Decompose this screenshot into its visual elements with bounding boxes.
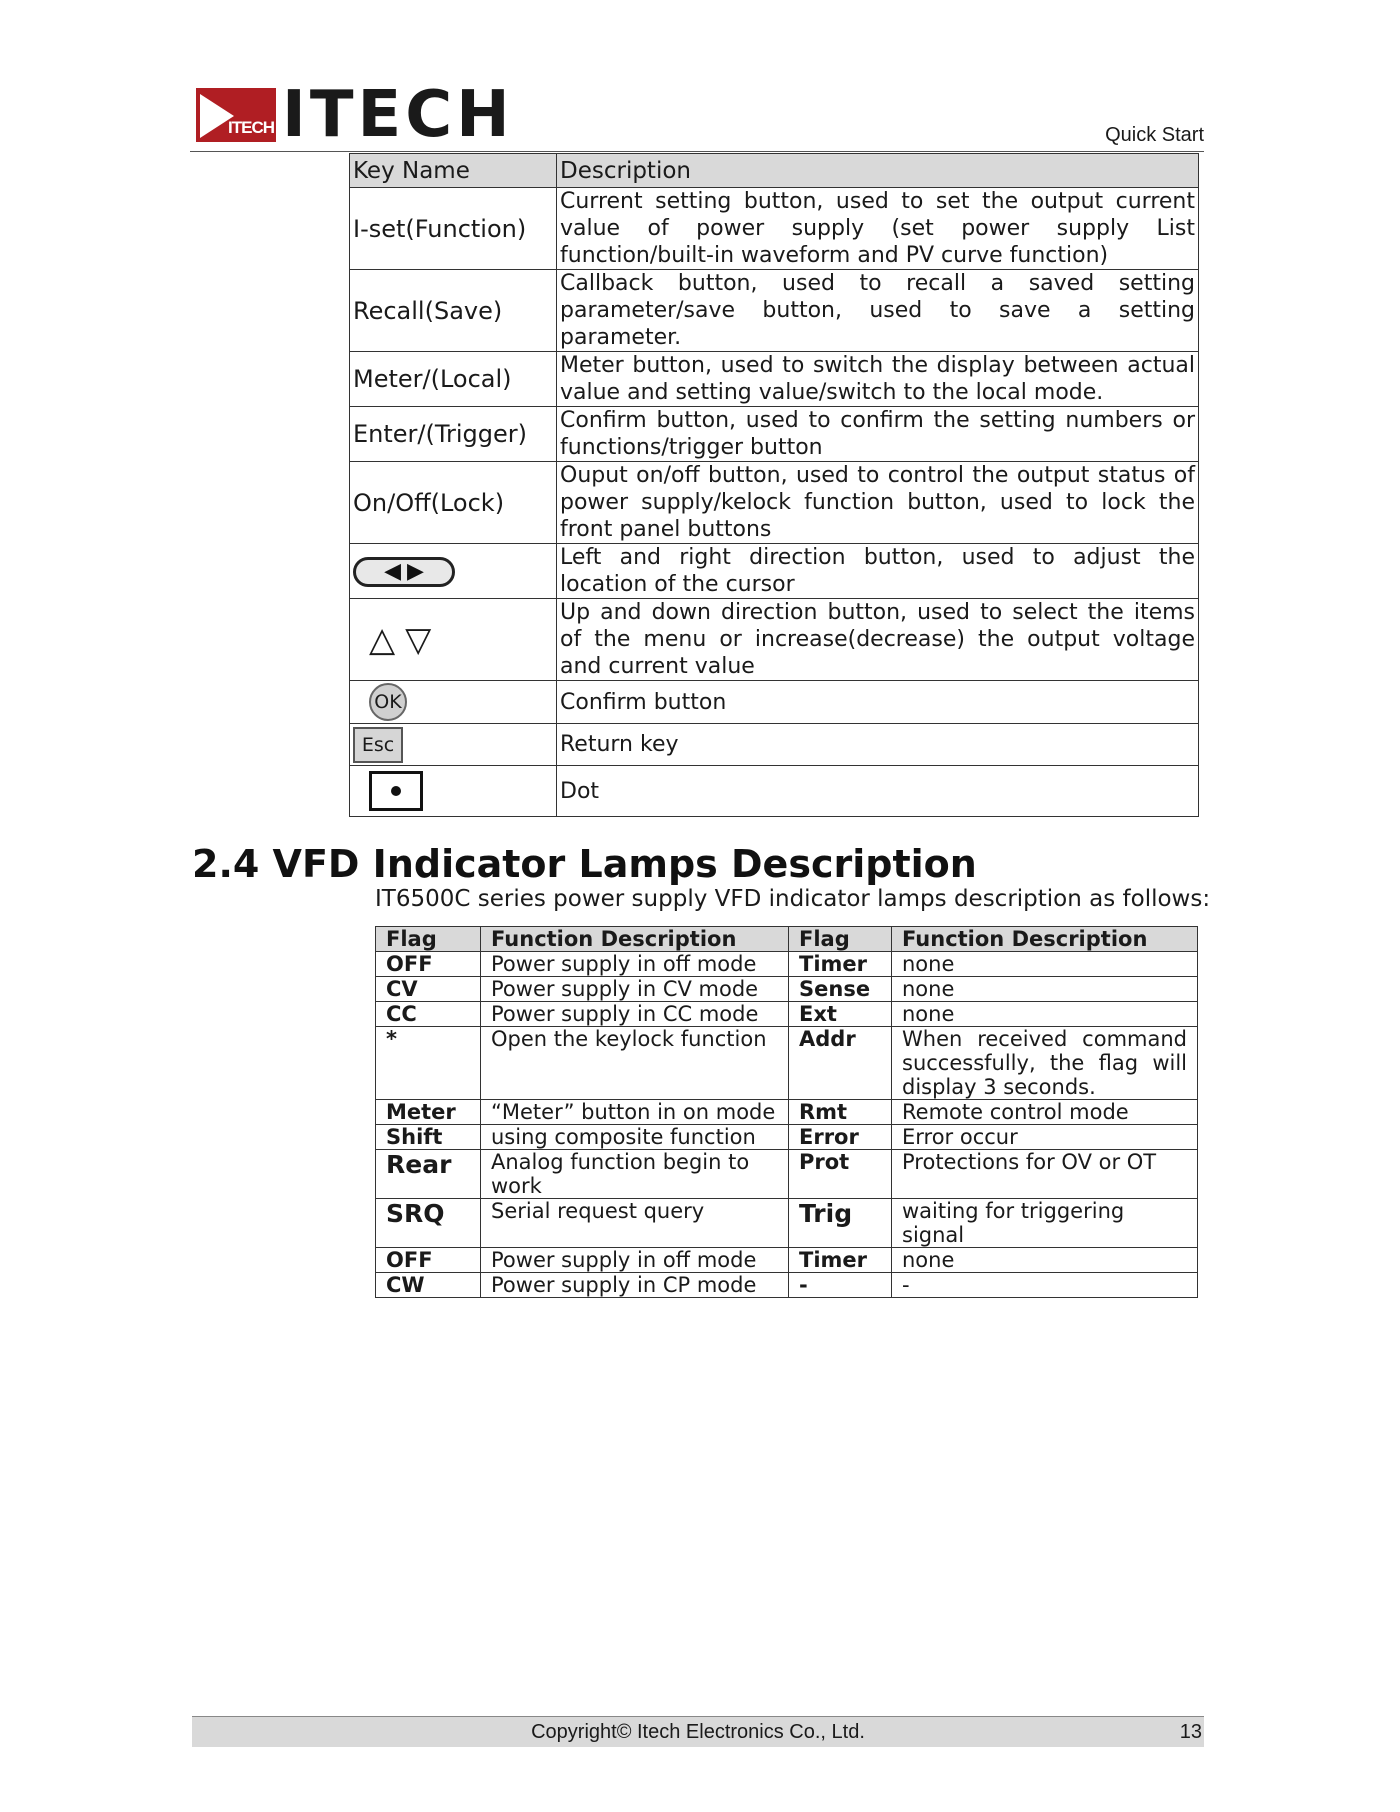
key-name: Enter/(Trigger) (350, 407, 557, 462)
table-row (350, 270, 1199, 352)
key-table (349, 153, 1199, 817)
flag-cell: Shift (376, 1125, 481, 1150)
function-cell: Protections for OV or OT (892, 1150, 1198, 1199)
esc-button-icon: Esc (353, 727, 403, 763)
flag-cell: Trig (789, 1199, 892, 1248)
key-description: Callback button, used to recall a saved setting parameter/save button, used to save a setting parameter. (557, 270, 1199, 352)
column-header-description: Description (557, 154, 1199, 188)
logo-small-text: ITECH (228, 118, 274, 137)
key-icon-cell (350, 724, 557, 766)
function-cell: Power supply in CV mode (481, 977, 789, 1002)
table-row (376, 1199, 1198, 1248)
table-row (376, 977, 1198, 1002)
table-row (376, 1248, 1198, 1273)
key-name: Meter/(Local) (350, 352, 557, 407)
table-header-row (376, 927, 1198, 952)
function-cell: Power supply in CC mode (481, 1002, 789, 1027)
table-row (376, 1125, 1198, 1150)
column-header-key-name: Key Name (350, 154, 557, 188)
table-row (350, 407, 1199, 462)
flag-cell: OFF (376, 952, 481, 977)
flag-cell: Rear (376, 1150, 481, 1199)
flag-cell: Error (789, 1125, 892, 1150)
table-header-row (350, 154, 1199, 188)
function-cell: none (892, 952, 1198, 977)
flag-cell: Rmt (789, 1100, 892, 1125)
function-cell: Analog function begin to work (481, 1150, 789, 1199)
table-row (350, 352, 1199, 407)
table-row (376, 1273, 1198, 1298)
flag-cell: SRQ (376, 1199, 481, 1248)
table-row (376, 1027, 1198, 1100)
section-intro: IT6500C series power supply VFD indicator lamps description as follows: (375, 886, 1211, 912)
flag-cell: Addr (789, 1027, 892, 1100)
table-row (350, 599, 1199, 681)
table-row (350, 544, 1199, 599)
key-name: I-set(Function) (350, 188, 557, 270)
key-description: Meter button, used to switch the display between actual value and setting value/switch to the local mode. (557, 352, 1199, 407)
function-cell: none (892, 1248, 1198, 1273)
flag-cell: CV (376, 977, 481, 1002)
key-description: Dot (557, 766, 1199, 817)
key-description: Ouput on/off button, used to control the output status of power supply/kelock function button, used to lock the front panel buttons (557, 462, 1199, 544)
table-row (350, 681, 1199, 724)
flag-cell: Meter (376, 1100, 481, 1125)
flag-cell: - (789, 1273, 892, 1298)
ok-button-icon: OK (369, 683, 407, 721)
table-row (376, 1100, 1198, 1125)
function-cell: using composite function (481, 1125, 789, 1150)
header-divider (190, 151, 1204, 152)
flag-cell: Timer (789, 1248, 892, 1273)
function-cell: When received command successfully, the flag will display 3 seconds. (892, 1027, 1198, 1100)
function-cell: Power supply in off mode (481, 1248, 789, 1273)
up-down-arrow-icon: △▽ (369, 619, 442, 660)
column-header-function-description: Function Description (892, 927, 1198, 952)
table-row (376, 1150, 1198, 1199)
column-header-flag: Flag (789, 927, 892, 952)
section-title: 2.4 VFD Indicator Lamps Description (192, 842, 977, 886)
header-section-label: Quick Start (1105, 124, 1204, 146)
flag-cell: OFF (376, 1248, 481, 1273)
table-row (376, 952, 1198, 977)
vfd-flag-table (375, 926, 1198, 1298)
page-number: 13 (1179, 1721, 1202, 1743)
key-description: Left and right direction button, used to adjust the location of the cursor (557, 544, 1199, 599)
key-description: Return key (557, 724, 1199, 766)
key-description: Confirm button, used to confirm the setting numbers or functions/trigger button (557, 407, 1199, 462)
table-row (376, 1002, 1198, 1027)
key-description: Current setting button, used to set the output current value of power supply (set power supply List function/built-in waveform and PV curve function) (557, 188, 1199, 270)
function-cell: waiting for triggering signal (892, 1199, 1198, 1248)
itech-logo (196, 78, 514, 152)
logo-text: ITECH (282, 78, 514, 152)
column-header-function-description: Function Description (481, 927, 789, 952)
key-name: Recall(Save) (350, 270, 557, 352)
column-header-flag: Flag (376, 927, 481, 952)
key-icon-cell (350, 766, 557, 817)
flag-cell: Timer (789, 952, 892, 977)
function-cell: none (892, 1002, 1198, 1027)
function-cell: “Meter” button in on mode (481, 1100, 789, 1125)
left-right-arrow-icon: ◀ ▶ (353, 557, 455, 587)
flag-cell: CC (376, 1002, 481, 1027)
key-icon-cell (350, 681, 557, 724)
flag-cell: Ext (789, 1002, 892, 1027)
function-cell: Power supply in CP mode (481, 1273, 789, 1298)
footer-copyright: Copyright© Itech Electronics Co., Ltd. (531, 1721, 865, 1743)
table-row (350, 766, 1199, 817)
table-row (350, 188, 1199, 270)
function-cell: - (892, 1273, 1198, 1298)
key-icon-cell (350, 599, 557, 681)
flag-cell: Sense (789, 977, 892, 1002)
function-cell: Power supply in off mode (481, 952, 789, 977)
table-row (350, 724, 1199, 766)
function-cell: Remote control mode (892, 1100, 1198, 1125)
logo-mark-icon (196, 88, 276, 142)
key-description: Confirm button (557, 681, 1199, 724)
flag-cell: CW (376, 1273, 481, 1298)
function-cell: Open the keylock function (481, 1027, 789, 1100)
function-cell: Serial request query (481, 1199, 789, 1248)
dot-button-icon (369, 771, 423, 811)
function-cell: none (892, 977, 1198, 1002)
flag-cell: * (376, 1027, 481, 1100)
key-icon-cell (350, 544, 557, 599)
function-cell: Error occur (892, 1125, 1198, 1150)
key-description: Up and down direction button, used to select the items of the menu or increase(decrease) the output voltage and current value (557, 599, 1199, 681)
key-name: On/Off(Lock) (350, 462, 557, 544)
flag-cell: Prot (789, 1150, 892, 1199)
page-footer (192, 1716, 1204, 1747)
table-row (350, 462, 1199, 544)
